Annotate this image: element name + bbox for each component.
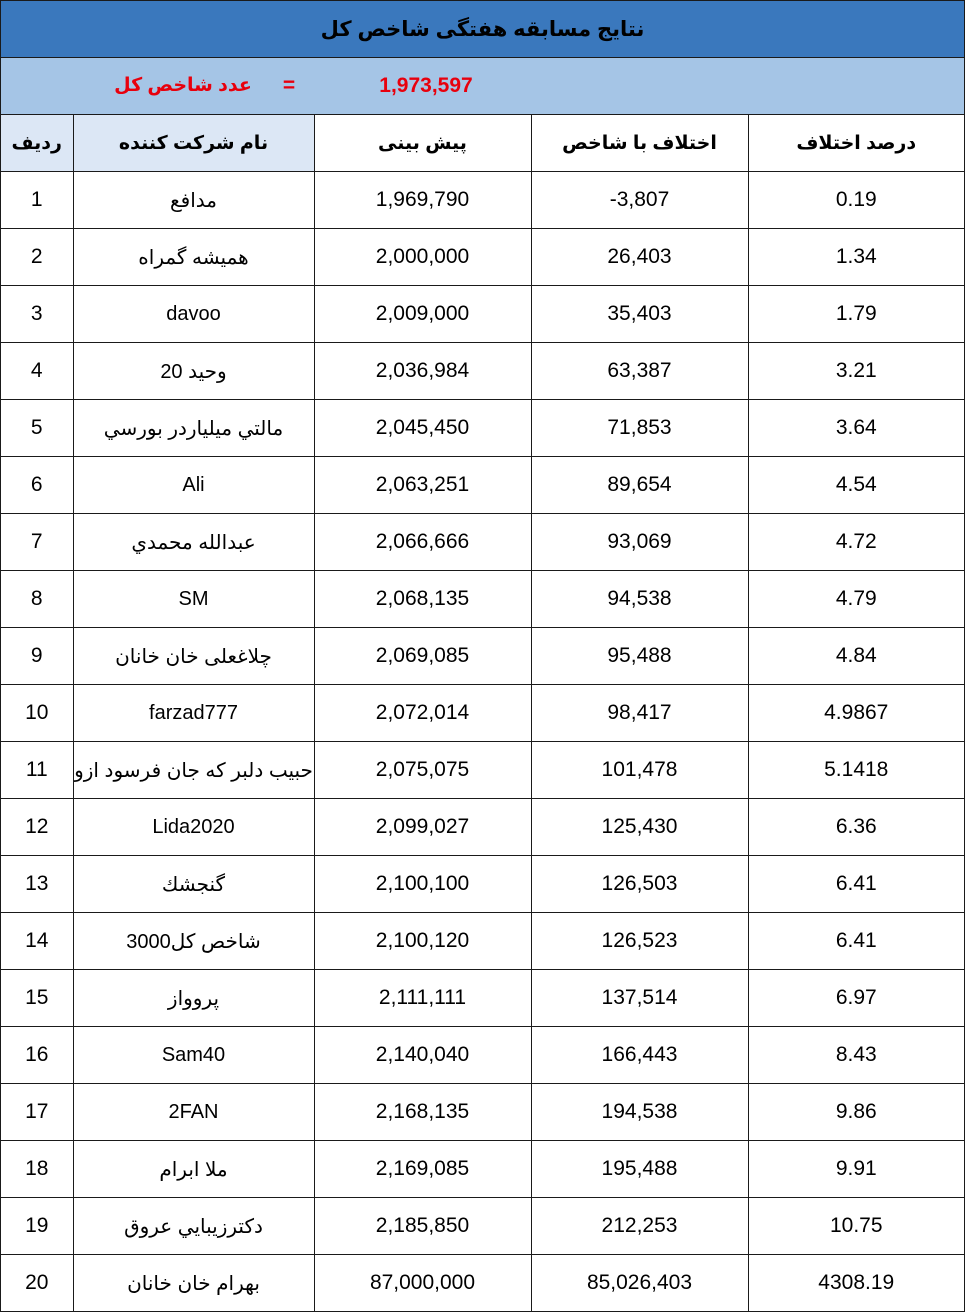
cell-participant-name: شاخص کل3000 <box>73 913 314 970</box>
header-percent: درصد اختلاف <box>748 115 964 172</box>
cell-difference: 71,853 <box>531 400 748 457</box>
cell-rank: 2 <box>1 229 73 286</box>
cell-rank: 5 <box>1 400 73 457</box>
cell-percent: 10.75 <box>748 1198 964 1255</box>
cell-participant-name: 2FAN <box>73 1084 314 1141</box>
cell-rank: 13 <box>1 856 73 913</box>
cell-difference: 85,026,403 <box>531 1255 748 1312</box>
table-row <box>1 229 964 286</box>
cell-difference: 63,387 <box>531 343 748 400</box>
index-label: عدد شاخص کل <box>114 75 252 96</box>
cell-rank: 6 <box>1 457 73 514</box>
header-rank: ردیف <box>1 115 73 172</box>
cell-prediction: 2,169,085 <box>314 1141 531 1198</box>
cell-rank: 16 <box>1 1027 73 1084</box>
cell-participant-name: Lida2020 <box>73 799 314 856</box>
table-row <box>1 571 964 628</box>
cell-difference: 137,514 <box>531 970 748 1027</box>
cell-participant-name: Ali <box>73 457 314 514</box>
header-name: نام شرکت کننده <box>73 115 314 172</box>
table-row <box>1 1084 964 1141</box>
page-title: نتایج مسابقه هفتگی شاخص کل <box>320 17 645 41</box>
cell-difference: 126,523 <box>531 913 748 970</box>
cell-rank: 18 <box>1 1141 73 1198</box>
cell-difference: 98,417 <box>531 685 748 742</box>
cell-difference: -3,807 <box>531 172 748 229</box>
cell-participant-name: عبدالله محمدي <box>73 514 314 571</box>
cell-difference: 26,403 <box>531 229 748 286</box>
table-row <box>1 1027 964 1084</box>
cell-difference: 126,503 <box>531 856 748 913</box>
cell-percent: 4.84 <box>748 628 964 685</box>
cell-rank: 19 <box>1 1198 73 1255</box>
table-row <box>1 685 964 742</box>
cell-difference: 125,430 <box>531 799 748 856</box>
cell-prediction: 2,168,135 <box>314 1084 531 1141</box>
cell-percent: 3.21 <box>748 343 964 400</box>
cell-prediction: 1,969,790 <box>314 172 531 229</box>
cell-prediction: 2,099,027 <box>314 799 531 856</box>
cell-percent: 4.9867 <box>748 685 964 742</box>
cell-rank: 7 <box>1 514 73 571</box>
cell-difference: 212,253 <box>531 1198 748 1255</box>
table-row <box>1 742 964 799</box>
cell-prediction: 2,069,085 <box>314 628 531 685</box>
cell-rank: 10 <box>1 685 73 742</box>
cell-participant-name: farzad777 <box>73 685 314 742</box>
cell-percent: 3.64 <box>748 400 964 457</box>
cell-difference: 93,069 <box>531 514 748 571</box>
cell-participant-name: دکترزيبايي عروق <box>73 1198 314 1255</box>
cell-percent: 1.34 <box>748 229 964 286</box>
cell-prediction: 2,036,984 <box>314 343 531 400</box>
cell-difference: 194,538 <box>531 1084 748 1141</box>
table-body <box>1 172 964 1312</box>
cell-prediction: 2,063,251 <box>314 457 531 514</box>
cell-rank: 11 <box>1 742 73 799</box>
header-prediction: پیش بینی <box>314 115 531 172</box>
cell-participant-name: davoo <box>73 286 314 343</box>
cell-percent: 0.19 <box>748 172 964 229</box>
cell-prediction: 2,009,000 <box>314 286 531 343</box>
table-row <box>1 799 964 856</box>
cell-prediction: 2,111,111 <box>314 970 531 1027</box>
table-row <box>1 514 964 571</box>
cell-difference: 101,478 <box>531 742 748 799</box>
equals-sign: = <box>282 74 296 97</box>
cell-prediction: 2,185,850 <box>314 1198 531 1255</box>
cell-percent: 9.91 <box>748 1141 964 1198</box>
cell-prediction: 2,072,014 <box>314 685 531 742</box>
cell-difference: 166,443 <box>531 1027 748 1084</box>
cell-rank: 12 <box>1 799 73 856</box>
index-value: 1,973,597 <box>379 74 473 97</box>
cell-prediction: 2,100,100 <box>314 856 531 913</box>
cell-percent: 6.41 <box>748 913 964 970</box>
cell-rank: 3 <box>1 286 73 343</box>
cell-percent: 5.1418 <box>748 742 964 799</box>
cell-prediction: 2,140,040 <box>314 1027 531 1084</box>
cell-rank: 15 <box>1 970 73 1027</box>
cell-rank: 4 <box>1 343 73 400</box>
header-row <box>1 115 964 172</box>
cell-percent: 6.41 <box>748 856 964 913</box>
cell-participant-name: گنجشك <box>73 856 314 913</box>
cell-percent: 4.54 <box>748 457 964 514</box>
cell-prediction: 2,045,450 <box>314 400 531 457</box>
cell-percent: 8.43 <box>748 1027 964 1084</box>
table-row <box>1 457 964 514</box>
cell-participant-name: همیشه گمراه <box>73 229 314 286</box>
cell-rank: 8 <box>1 571 73 628</box>
table-row <box>1 913 964 970</box>
cell-percent: 1.79 <box>748 286 964 343</box>
cell-percent: 6.97 <box>748 970 964 1027</box>
index-summary-row <box>1 58 964 115</box>
cell-participant-name: مدافع <box>73 172 314 229</box>
table-row <box>1 856 964 913</box>
table-row <box>1 172 964 229</box>
title-bar <box>1 1 964 58</box>
table-row <box>1 970 964 1027</box>
cell-prediction: 2,000,000 <box>314 229 531 286</box>
table-row <box>1 400 964 457</box>
cell-participant-name: چلاغعلی خان خانان <box>73 628 314 685</box>
table-row <box>1 1198 964 1255</box>
cell-rank: 1 <box>1 172 73 229</box>
cell-difference: 95,488 <box>531 628 748 685</box>
cell-participant-name: بهرام خان خانان <box>73 1255 314 1312</box>
cell-difference: 195,488 <box>531 1141 748 1198</box>
cell-prediction: 2,100,120 <box>314 913 531 970</box>
cell-percent: 6.36 <box>748 799 964 856</box>
cell-difference: 35,403 <box>531 286 748 343</box>
cell-difference: 94,538 <box>531 571 748 628</box>
cell-percent: 4308.19 <box>748 1255 964 1312</box>
cell-participant-name: مالتي ميلياردر بورسي <box>73 400 314 457</box>
table-row <box>1 343 964 400</box>
results-table <box>1 115 964 1311</box>
cell-participant-name: پروواز <box>73 970 314 1027</box>
cell-percent: 9.86 <box>748 1084 964 1141</box>
table-row <box>1 286 964 343</box>
cell-percent: 4.72 <box>748 514 964 571</box>
cell-rank: 17 <box>1 1084 73 1141</box>
cell-rank: 9 <box>1 628 73 685</box>
cell-prediction: 87,000,000 <box>314 1255 531 1312</box>
cell-rank: 20 <box>1 1255 73 1312</box>
cell-percent: 4.79 <box>748 571 964 628</box>
cell-prediction: 2,066,666 <box>314 514 531 571</box>
cell-prediction: 2,075,075 <box>314 742 531 799</box>
cell-participant-name: حبیب دلبر که جان فرسود ازو <box>73 742 314 799</box>
cell-difference: 89,654 <box>531 457 748 514</box>
header-difference: اختلاف با شاخص <box>531 115 748 172</box>
table-row <box>1 1255 964 1312</box>
cell-rank: 14 <box>1 913 73 970</box>
table-row <box>1 628 964 685</box>
cell-participant-name: SM <box>73 571 314 628</box>
cell-participant-name: ملا ابرام <box>73 1141 314 1198</box>
table-row <box>1 1141 964 1198</box>
cell-participant-name: وحید 20 <box>73 343 314 400</box>
cell-participant-name: Sam40 <box>73 1027 314 1084</box>
cell-prediction: 2,068,135 <box>314 571 531 628</box>
